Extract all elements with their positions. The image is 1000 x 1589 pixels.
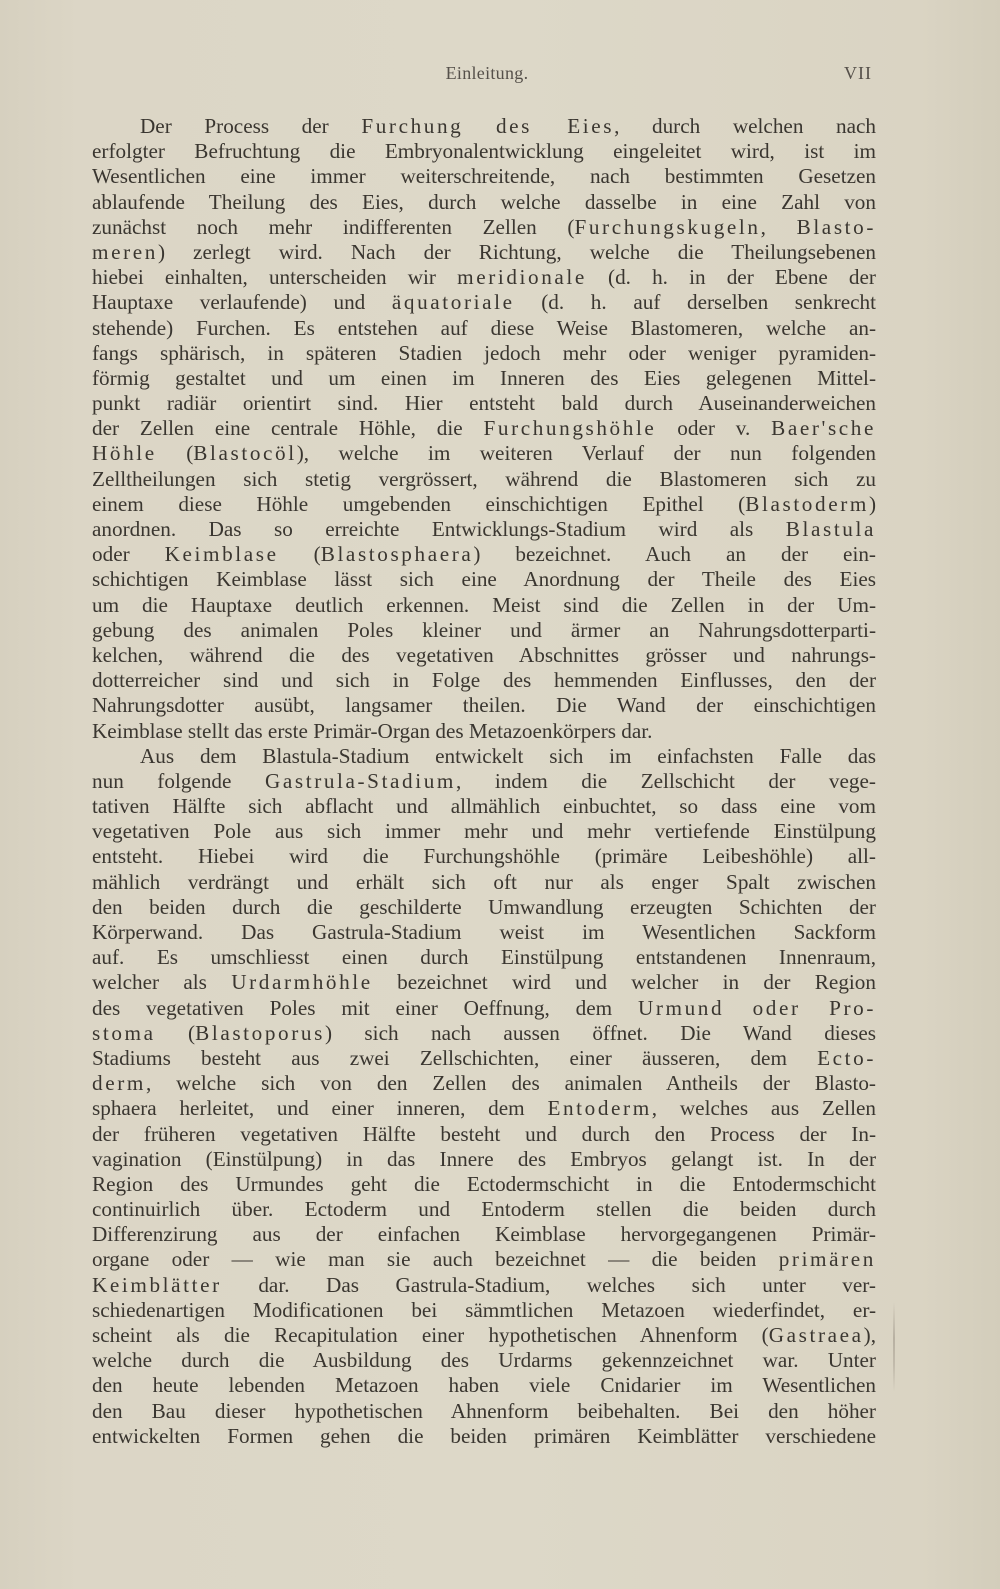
text-run: Körperwand. Das Gastrula-Stadium weist im Wesentlichen Sackform xyxy=(92,920,876,944)
text-line xyxy=(92,265,876,290)
text-line xyxy=(92,567,876,592)
text-line xyxy=(92,517,876,542)
text-run: ), xyxy=(863,1323,876,1347)
text-run: ( xyxy=(155,1020,196,1045)
text-line xyxy=(92,1147,876,1172)
text-line xyxy=(92,542,876,567)
text-run: welche durch die Ausbildung des Urdarms gekennzeichnet war. Unter xyxy=(92,1348,876,1373)
text-run: scheint als die Recapitulation einer hypothetischen Ahnenform ( xyxy=(92,1323,769,1347)
text-line xyxy=(92,1021,876,1046)
text-run: oder xyxy=(92,542,165,567)
text-line xyxy=(92,391,876,416)
text-line xyxy=(92,744,876,769)
text-run: des vegetativen Poles mit einer Oeffnung, dem xyxy=(92,995,638,1020)
spaced-term: Baer'sche xyxy=(771,416,876,441)
text-run: ), welche im weiteren Verlauf der nun folgenden xyxy=(296,441,876,466)
text-run: fangs sphärisch, in späteren Stadien jedoch mehr oder weniger pyramiden- xyxy=(92,340,876,365)
text-run: ( xyxy=(278,542,321,567)
text-run: den Bau dieser hypothetischen Ahnenform beibehalten. Bei den höher xyxy=(92,1398,876,1423)
text-run: auf. Es umschliesst einen durch Einstülpung entstandenen Innenraum, xyxy=(92,945,876,970)
text-run: Nahrungsdotter ausübt, langsamer theilen. Die Wand der einschichtigen xyxy=(92,693,876,718)
text-run: (d. h. auf derselben senkrecht xyxy=(514,290,876,315)
text-run: entsteht. Hiebei wird die Furchungshöhle (primäre Leibeshöhle) all- xyxy=(92,844,876,869)
text-run: sphaera herleitet, und einer inneren, dem xyxy=(92,1096,548,1121)
body-text xyxy=(92,114,876,1449)
text-line xyxy=(92,366,876,391)
text-line xyxy=(92,945,876,970)
text-line xyxy=(92,844,876,869)
text-run: förmig gestaltet und um einen im Inneren des Eies gelegenen Mittel- xyxy=(92,365,876,390)
text-run: Hauptaxe verlaufende) und xyxy=(92,290,392,315)
text-line xyxy=(92,190,876,215)
spaced-term: Gastraea xyxy=(768,1323,864,1347)
text-run: , welches aus Zellen xyxy=(651,1096,876,1121)
text-line xyxy=(92,870,876,895)
text-line xyxy=(92,114,876,139)
text-line xyxy=(92,215,876,240)
running-head xyxy=(102,63,872,89)
spaced-term: Blastosphaera xyxy=(320,542,474,567)
text-run: schiedenartigen Modificationen bei sämmtlichen Metazoen wiederfindet, er- xyxy=(92,1297,876,1322)
text-line xyxy=(92,719,876,744)
spaced-term: stoma xyxy=(92,1020,156,1045)
text-line xyxy=(92,1373,876,1398)
spaced-term: Keimblase xyxy=(164,542,279,567)
text-run: , xyxy=(760,214,797,239)
text-line xyxy=(92,920,876,945)
text-line xyxy=(92,290,876,315)
text-run: punkt radiär orientirt sind. Hier entsteht bald durch Auseinanderweichen xyxy=(92,391,876,416)
text-line xyxy=(92,618,876,643)
text-run: erfolgter Befruchtung die Embryonalentwicklung eingeleitet wird, ist im xyxy=(92,139,876,164)
text-run: Zelltheilungen sich stetig vergrössert, während die Blastomeren sich zu xyxy=(92,466,876,491)
text-line xyxy=(92,769,876,794)
text-line xyxy=(92,693,876,718)
spaced-term: Blastoporus xyxy=(195,1020,325,1045)
text-line xyxy=(92,1298,876,1323)
spaced-term: Blastocöl xyxy=(193,441,297,466)
text-run: welcher als xyxy=(92,970,232,995)
spaced-term: Blastoderm xyxy=(745,491,869,516)
text-line xyxy=(92,1348,876,1373)
spaced-term: Furchungshöhle xyxy=(483,416,657,441)
spaced-term: Entoderm xyxy=(547,1096,652,1121)
spaced-term: Keimblätter xyxy=(92,1272,222,1297)
running-title: Einleitung. xyxy=(445,63,529,83)
text-run: Der Process der xyxy=(140,114,362,138)
text-run: , welche sich von den Zellen des animalen Antheils der Blasto- xyxy=(145,1071,876,1096)
text-run: dotterreicher sind und sich in Folge des hemmenden Einflusses, den der xyxy=(92,668,876,693)
text-run: um die Hauptaxe deutlich erkennen. Meist sind die Zellen in der Um- xyxy=(92,592,876,617)
text-line xyxy=(92,467,876,492)
spaced-term: meridionale xyxy=(457,265,587,290)
text-run: (d. h. in der Ebene der xyxy=(586,265,876,290)
text-run: tativen Hälfte sich abflacht und allmählich einbuchtet, so dass eine vom xyxy=(92,794,876,819)
spaced-term: Furchung xyxy=(361,114,464,138)
text-line xyxy=(92,341,876,366)
text-run: ) xyxy=(868,491,876,516)
text-line xyxy=(92,643,876,668)
text-run: stehende) Furchen. Es entstehen auf diese Weise Blastomeren, welche an- xyxy=(92,315,876,340)
text-line xyxy=(92,1323,876,1348)
text-line xyxy=(92,1197,876,1222)
text-line xyxy=(92,1071,876,1096)
text-run: Region des Urmundes geht die Ectodermschicht in die Entodermschicht xyxy=(92,1171,876,1196)
text-line xyxy=(92,1222,876,1247)
text-run: zunächst noch mehr indifferenten Zellen ( xyxy=(92,214,575,239)
text-run: dar. Das Gastrula-Stadium, welches sich unter ver- xyxy=(221,1272,876,1297)
text-line xyxy=(92,1424,876,1449)
text-line xyxy=(92,240,876,265)
text-line xyxy=(92,794,876,819)
spaced-term: Furchungskugeln xyxy=(574,214,761,239)
text-run: Differenzirung aus der einfachen Keimblase hervorgegangenen Primär- xyxy=(92,1222,876,1247)
text-run: ) bezeichnet. Auch an der ein- xyxy=(473,542,876,567)
text-line xyxy=(92,1122,876,1147)
text-run: nun folgende xyxy=(92,768,265,793)
text-line xyxy=(92,492,876,517)
text-run: Stadiums besteht aus zwei Zellschichten, einer äusseren, dem xyxy=(92,1045,818,1070)
text-run: Keimblase stellt das erste Primär-Organ des Metazoenkörpers dar. xyxy=(92,718,653,743)
text-run: anordnen. Das so erreichte Entwicklungs-Stadium wird als xyxy=(92,517,786,541)
text-line xyxy=(92,1399,876,1424)
text-run: organe oder — wie man sie auch bezeichnet — die beiden xyxy=(92,1247,779,1272)
text-run: der Zellen eine centrale Höhle, die xyxy=(92,416,484,441)
spaced-term: Gastrula-Stadium xyxy=(264,768,457,793)
text-run: Wesentlichen eine immer weiterschreitende, nach bestimmten Gesetzen xyxy=(92,164,876,189)
text-line xyxy=(92,1046,876,1071)
spaced-term: Urdarmhöhle xyxy=(231,970,373,995)
text-run: ablaufende Theilung des Eies, durch welche dasselbe in eine Zahl von xyxy=(92,189,876,214)
spaced-term: des Eies xyxy=(495,114,615,138)
text-run xyxy=(463,114,496,138)
text-line xyxy=(92,970,876,995)
spaced-term: Urmund oder Pro- xyxy=(637,995,876,1020)
spaced-term: meren xyxy=(92,239,158,264)
text-run: ) sich nach aussen öffnet. Die Wand dieses xyxy=(324,1020,876,1045)
text-line xyxy=(92,164,876,189)
text-line xyxy=(92,996,876,1021)
text-run: continuirlich über. Ectoderm und Entoderm stellen die beiden durch xyxy=(92,1197,876,1222)
text-run: bezeichnet wird und welcher in der Region xyxy=(372,970,876,995)
text-run: den beiden durch die geschilderte Umwandlung erzeugten Schichten der xyxy=(92,894,876,919)
text-run: den heute lebenden Metazoen haben viele Cnidarier im Wesentlichen xyxy=(92,1373,876,1398)
text-run: , durch welchen nach xyxy=(614,114,877,138)
text-line xyxy=(92,895,876,920)
page-number: VII xyxy=(844,63,872,83)
text-run: mählich verdrängt und erhält sich oft nur als enger Spalt zwischen xyxy=(92,869,876,894)
text-line xyxy=(92,1247,876,1272)
spaced-term: Blastula xyxy=(785,517,876,541)
text-run: entwickelten Formen gehen die beiden primären Keimblätter verschiedene xyxy=(92,1423,876,1448)
text-line xyxy=(92,819,876,844)
text-line xyxy=(92,1096,876,1121)
text-run: ( xyxy=(156,441,194,466)
text-line xyxy=(92,416,876,441)
text-line xyxy=(92,316,876,341)
text-run: , indem die Zellschicht der vege- xyxy=(456,768,876,793)
text-run: einem diese Höhle umgebenden einschichtigen Epithel ( xyxy=(92,491,746,516)
spaced-term: derm xyxy=(92,1071,146,1096)
spaced-term: primären xyxy=(778,1247,876,1272)
spaced-term: Ecto- xyxy=(817,1045,876,1070)
text-line xyxy=(92,593,876,618)
text-run: schichtigen Keimblase lässt sich eine Anordnung der Theile des Eies xyxy=(92,567,876,592)
text-run: kelchen, während die des vegetativen Abschnittes grösser und nahrungs- xyxy=(92,642,876,667)
spaced-term: Blasto- xyxy=(796,214,876,239)
text-run: oder v. xyxy=(656,416,772,441)
text-line xyxy=(92,441,876,466)
text-run: hiebei einhalten, unterscheiden wir xyxy=(92,265,458,290)
text-run: vegetativen Pole aus sich immer mehr und mehr vertiefende Einstülpung xyxy=(92,819,876,844)
text-line xyxy=(92,1172,876,1197)
text-line xyxy=(92,668,876,693)
spaced-term: Höhle xyxy=(92,441,157,466)
text-run: ) zerlegt wird. Nach der Richtung, welche die Theilungsebenen xyxy=(157,239,876,264)
text-run: vagination (Einstülpung) in das Innere des Embryos gelangt ist. In der xyxy=(92,1146,876,1171)
text-line xyxy=(92,1273,876,1298)
text-line xyxy=(92,139,876,164)
spaced-term: äquatoriale xyxy=(391,290,515,315)
text-run: Aus dem Blastula-Stadium entwickelt sich im einfachsten Falle das xyxy=(140,743,876,768)
text-run: gebung des animalen Poles kleiner und ärmer an Nahrungsdotterparti- xyxy=(92,617,876,642)
text-run: der früheren vegetativen Hälfte besteht und durch den Process der In- xyxy=(92,1121,876,1146)
margin-mark xyxy=(893,1302,895,1392)
